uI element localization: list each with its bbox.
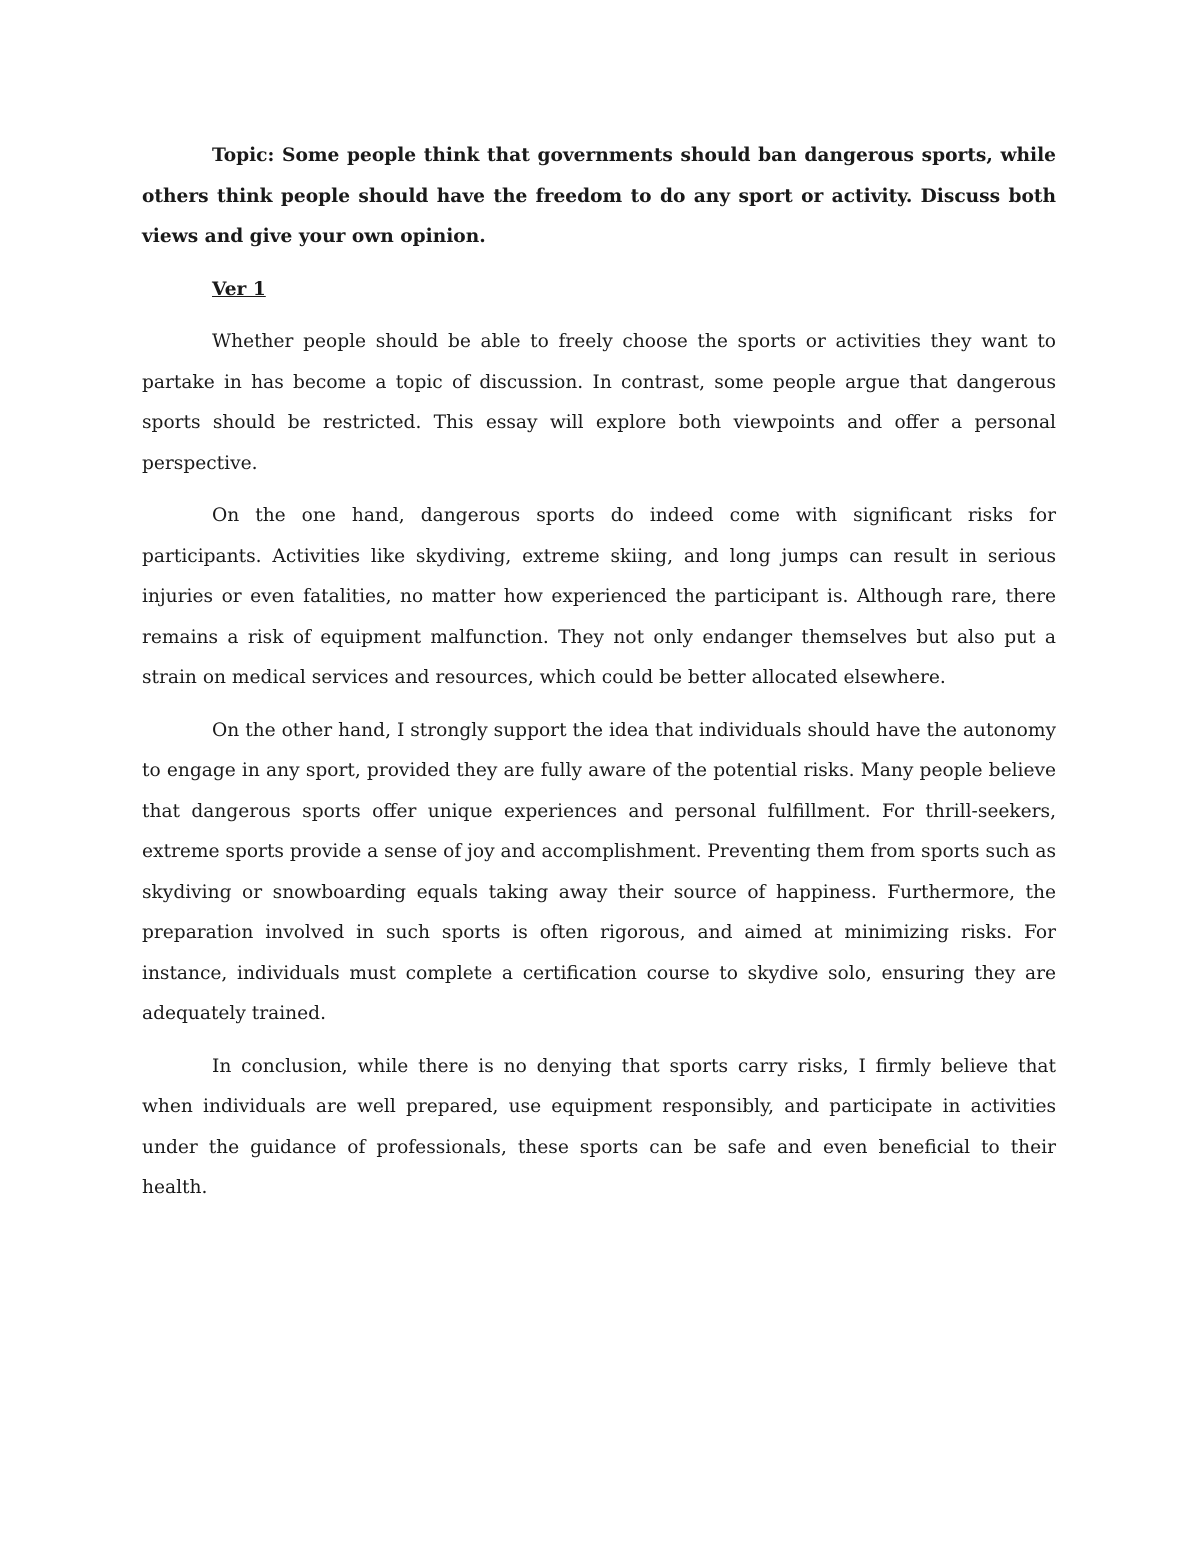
- paragraph-conclusion: In conclusion, while there is no denying that sports carry risks, I firmly believe that when individuals are well prepared, use equipment responsibly, and participate in activities under the guidance of professionals, these sports can be safe and even beneficial to their health.: [142, 1055, 1056, 1198]
- paragraph-body-one: On the one hand, dangerous sports do indeed come with significant risks for participants. Activities like skydiving, extreme skiing, and long jumps can result in serious injuries or even fatalities, no matter how experienced the participant is. Although rare, there remains a risk of equipment malfunction. They not only endanger themselves but also put a strain on medical services and resources, which could be better allocated elsewhere.: [142, 505, 1056, 688]
- document-page: [142, 136, 1056, 1221]
- essay-topic: Topic: Some people think that governments should ban dangerous sports, while others think people should have the freedom to do any sport or activity. Discuss both views and give your own opinion.: [142, 145, 1056, 247]
- paragraph-body-two: On the other hand, I strongly support the idea that individuals should have the autonomy to engage in any sport, provided they are fully aware of the potential risks. Many people believe that dangerous sports offer unique experiences and personal fulfillment. For thrill-seekers, extreme sports provide a sense of joy and accomplishment. Preventing them from sports such as skydiving or snowboarding equals taking away their source of happiness. Furthermore, the preparation involved in such sports is often rigorous, and aimed at minimizing risks. For instance, individuals must complete a certification course to skydive solo, ensuring they are adequately trained.: [142, 719, 1056, 1024]
- paragraph-introduction: Whether people should be able to freely choose the sports or activities they want to partake in has become a topic of discussion. In contrast, some people argue that dangerous sports should be restricted. This essay will explore both viewpoints and offer a personal perspective.: [142, 331, 1056, 474]
- version-heading: Ver 1: [212, 278, 266, 300]
